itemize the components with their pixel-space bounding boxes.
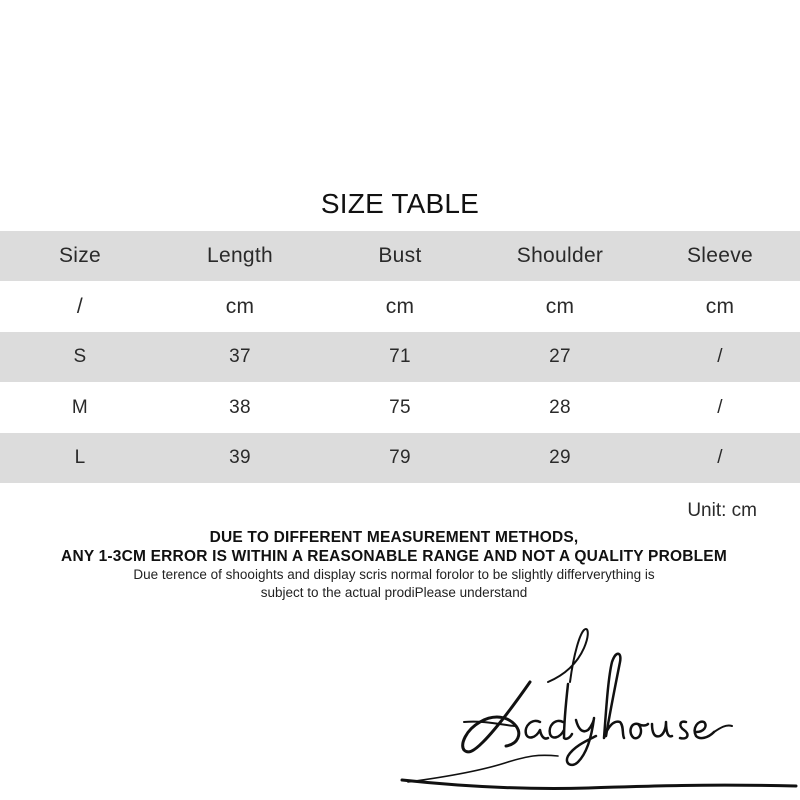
brand-signature-logo	[398, 622, 798, 797]
cell-sleeve: /	[717, 447, 723, 468]
size-table	[0, 231, 800, 483]
header-shoulder: Shoulder	[516, 244, 604, 267]
cell-length: 39	[229, 447, 251, 468]
table-row	[0, 383, 800, 433]
unit-bust: cm	[385, 294, 415, 318]
cell-sleeve: /	[717, 346, 723, 367]
unit-sleeve: cm	[705, 294, 735, 318]
table-row	[0, 433, 800, 483]
notice-heading-line1: DUE TO DIFFERENT MEASUREMENT METHODS,	[209, 529, 579, 546]
cell-length: 37	[229, 346, 251, 367]
cell-length: 38	[229, 396, 251, 418]
cell-bust: 75	[389, 396, 411, 418]
page-title: SIZE TABLE	[320, 188, 480, 219]
header-size: Size	[58, 244, 102, 267]
cell-bust: 71	[389, 346, 411, 367]
notice-body-line1: Due terence of shooights and display scris normal forolor to be slightly differverything is	[133, 567, 655, 582]
unit-note: Unit: cm	[687, 500, 757, 521]
table-row	[0, 332, 800, 382]
cell-size: S	[73, 346, 87, 367]
cell-shoulder: 28	[549, 396, 571, 418]
cell-bust: 79	[389, 447, 411, 468]
cell-size: M	[71, 396, 89, 418]
header-sleeve: Sleeve	[686, 244, 753, 267]
notice-body-line2: subject to the actual prodiPlease understand	[260, 585, 528, 600]
table-units-row	[0, 282, 800, 332]
cell-shoulder: 29	[549, 447, 571, 468]
table-header-row	[0, 231, 800, 281]
cell-size: L	[74, 447, 86, 468]
unit-shoulder: cm	[545, 294, 575, 318]
unit-size: /	[76, 294, 84, 318]
header-bust: Bust	[378, 244, 422, 267]
cell-shoulder: 27	[549, 346, 571, 367]
header-length: Length	[206, 244, 274, 267]
unit-length: cm	[225, 294, 255, 318]
notice-heading-line2: ANY 1-3CM ERROR IS WITHIN A REASONABLE RANGE AND NOT A QUALITY PROBLEM	[61, 548, 727, 565]
cell-sleeve: /	[717, 396, 723, 418]
